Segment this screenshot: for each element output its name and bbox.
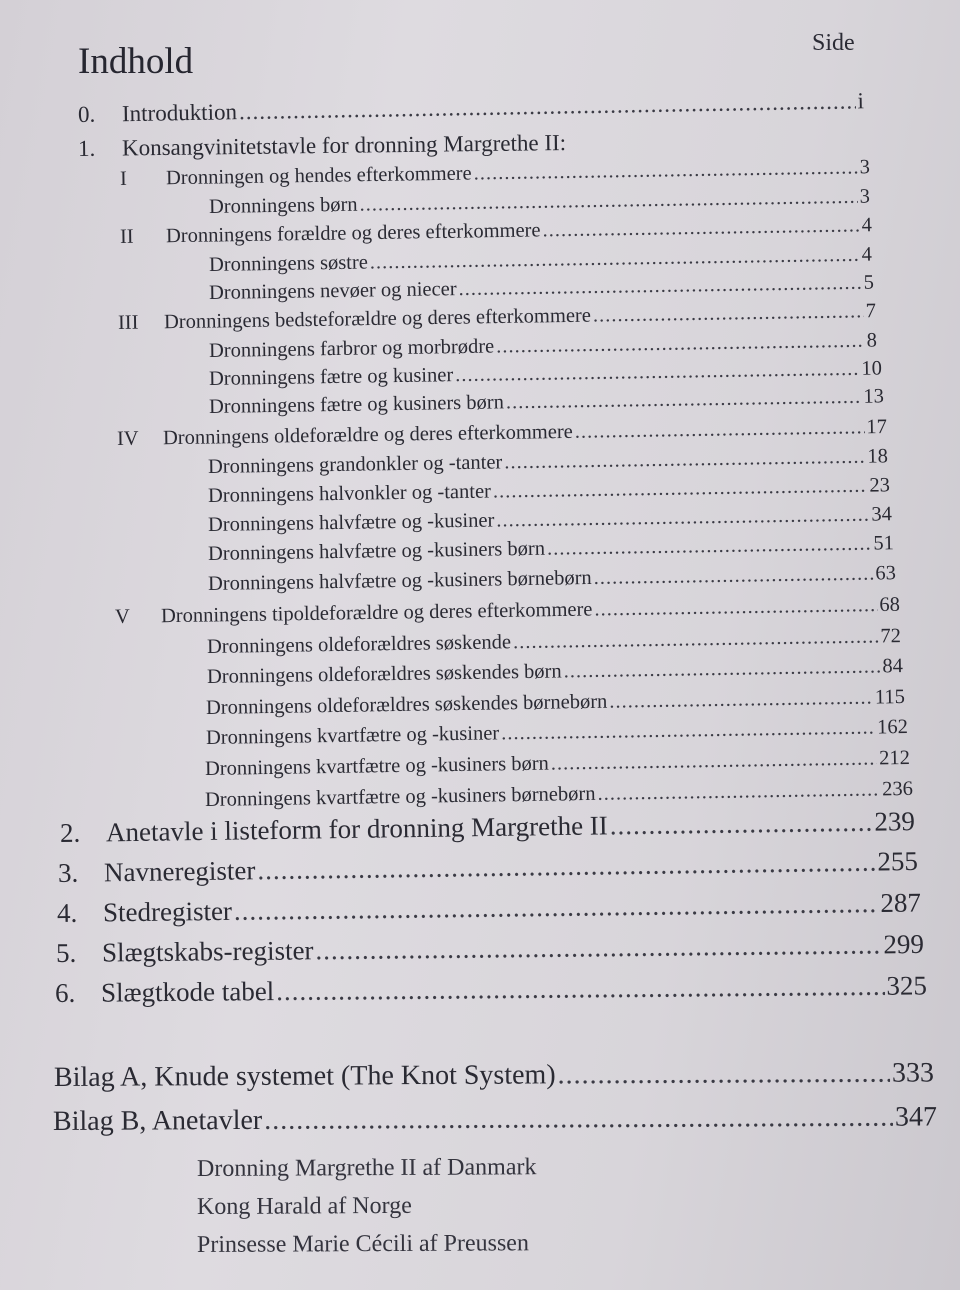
toc-page: 287 [880, 887, 922, 918]
toc-entry [118, 300, 876, 335]
leader-dots [542, 214, 859, 242]
toc-entry [208, 474, 890, 508]
toc-number: II [119, 225, 134, 248]
toc-title: Dronningens oldeforældre og deres efterkommere [162, 420, 573, 450]
leader-dots [264, 1102, 893, 1137]
toc-page: 13 [863, 385, 885, 408]
toc-page: 162 [876, 715, 909, 739]
toc-number: 6. [54, 977, 76, 1008]
toc-title: Dronningens kvartfætre og -kusiners børn [204, 752, 550, 780]
toc-title: Stedregister [102, 895, 233, 928]
leader-dots [239, 88, 856, 125]
toc-entry [120, 156, 870, 191]
toc-title: Slægtskabs-register [101, 935, 314, 968]
toc-title: Dronningens farbror og morbrødre [208, 335, 495, 362]
toc-title: Dronningens oldeforældres søskende [206, 631, 512, 658]
toc-title: Dronningens fætre og kusiners børn [208, 391, 505, 418]
appendix-entry [53, 1101, 937, 1138]
appendix-entry [54, 1057, 934, 1094]
toc-number: V [114, 605, 130, 628]
toc-page: 4 [861, 243, 873, 266]
toc-page: 255 [877, 845, 919, 877]
appendix-page: 347 [894, 1101, 938, 1133]
toc-entry [57, 887, 921, 929]
toc-entry [60, 806, 915, 849]
leader-dots [473, 156, 857, 185]
toc-title: Dronningens børn [208, 193, 358, 218]
toc-title: Dronningens halvonkler og -tanter [207, 480, 492, 507]
toc-page: 5 [863, 271, 875, 294]
toc-entry [115, 594, 900, 629]
leader-dots [370, 244, 860, 275]
toc-number: 5. [55, 937, 77, 968]
leader-dots [563, 655, 880, 683]
toc-entry [207, 625, 901, 659]
toc-title: Introduktion [121, 99, 238, 127]
leader-dots [547, 533, 872, 561]
toc-page: 8 [866, 329, 878, 352]
toc-title: Dronningens grandonkler og -tanter [207, 451, 503, 478]
toc-page: 72 [880, 625, 902, 648]
toc-entry [207, 655, 903, 689]
toc-entry [206, 716, 908, 750]
toc-page: 3 [859, 156, 871, 179]
pedigree-name: Kong Harald af Norge [196, 1192, 412, 1220]
toc-entry [209, 330, 877, 363]
toc-page: 23 [869, 474, 891, 497]
toc-entry [209, 186, 870, 219]
toc-page: 7 [865, 300, 877, 323]
leader-dots [594, 594, 877, 621]
leader-dots [504, 446, 865, 475]
toc-title: Dronningens søstre [208, 251, 369, 276]
appendix-page: 333 [891, 1057, 935, 1089]
toc-page: 51 [873, 532, 895, 555]
leader-dots [496, 330, 865, 359]
toc-title: Slægtkode tabel [100, 976, 275, 1008]
toc-title: Dronningens halvfætre og -kusiners børnebørn [207, 566, 592, 595]
page-column-label: Side [812, 30, 855, 56]
pedigree-name-list [197, 1150, 536, 1264]
toc-page: 299 [883, 928, 925, 960]
toc-entry [205, 747, 910, 781]
toc-number: 2. [59, 817, 81, 848]
toc-number: I [119, 167, 127, 190]
toc-number: 3. [57, 857, 79, 888]
toc-entry [208, 532, 894, 566]
toc-number: 4. [56, 897, 78, 928]
toc-title: Dronningens oldeforældres søskendes børn [206, 660, 562, 688]
toc-entry [78, 127, 778, 162]
leader-dots [234, 888, 879, 927]
toc-title: Dronningens forældre og deres efterkommere [165, 219, 541, 248]
leader-dots [458, 272, 861, 301]
leader-dots [315, 929, 881, 966]
toc-page: 17 [866, 415, 888, 439]
toc-entry [208, 562, 896, 596]
toc-page: 3 [859, 185, 871, 208]
page-heading: Indhold [78, 41, 194, 82]
leader-dots [575, 416, 865, 444]
appendix-title: Bilag A, Knude systemet (The Knot System) [53, 1059, 556, 1093]
toc-title: Dronningens kvartfætre og -kusiner [205, 722, 500, 749]
toc-number: IV [116, 427, 139, 450]
leader-dots [493, 475, 868, 504]
toc-entry [209, 272, 874, 305]
toc-page: 212 [878, 746, 911, 770]
toc-page: 34 [871, 503, 893, 526]
pedigree-name: Prinsesse Marie Cécili af Preussen [196, 1230, 529, 1258]
toc-title: Dronningens oldeforældres søskendes børnebørn [205, 690, 608, 719]
leader-dots [597, 778, 880, 805]
leader-dots [610, 807, 873, 842]
leader-dots [593, 300, 864, 327]
toc-page: 236 [881, 777, 914, 801]
toc-title: Dronningens fætre og kusiner [208, 364, 454, 390]
leader-dots [513, 625, 879, 654]
toc-page: 63 [875, 562, 897, 585]
toc-title: Dronningens nevøer og niecer [208, 278, 457, 304]
pedigree-name: Dronning Margrethe II af Danmark [196, 1154, 537, 1182]
toc-number: III [117, 311, 139, 334]
leader-dots [359, 186, 857, 217]
toc-entry [120, 214, 872, 249]
toc-title: Anetavle i listeform for dronning Margrethe II [105, 810, 609, 848]
toc-entry [78, 88, 864, 128]
toc-entry [209, 385, 884, 419]
toc-number: 1. [77, 135, 96, 161]
toc-title: Navneregister [103, 855, 256, 888]
toc-entry [208, 445, 888, 479]
toc-entry [206, 686, 905, 720]
toc-number: 0. [77, 101, 96, 127]
toc-entry [117, 416, 887, 451]
toc-page: 68 [879, 593, 901, 616]
toc-page: 84 [882, 655, 904, 678]
toc-title: Dronningens halvfætre og -kusiner [207, 509, 495, 536]
toc-entry [56, 929, 924, 969]
appendix-title: Bilag B, Anetavler [52, 1104, 263, 1137]
toc-title: Dronningens kvartfætre og -kusiners børnebørn [204, 782, 596, 811]
leader-dots [455, 358, 860, 387]
toc-title: Dronningen og hendes efterkommere [165, 162, 472, 190]
leader-dots [506, 386, 862, 415]
toc-page: 325 [886, 970, 928, 1001]
toc-title: Konsangvinitetstavle for dronning Margrethe II: [121, 130, 567, 161]
leader-dots [276, 971, 885, 1007]
toc-page: i [857, 88, 865, 114]
toc-entry [58, 846, 918, 889]
toc-entry [209, 357, 882, 391]
leader-dots [257, 847, 875, 887]
leader-dots [609, 687, 873, 714]
toc-page: 4 [861, 214, 873, 237]
toc-page: 10 [861, 357, 883, 380]
toc-entry [208, 503, 892, 537]
leader-dots [594, 563, 874, 590]
toc-page: 115 [874, 686, 906, 709]
toc-page: 239 [874, 806, 916, 837]
leader-dots [496, 504, 869, 533]
toc-entry [55, 970, 927, 1009]
toc-entry [209, 244, 872, 277]
leader-dots [551, 747, 878, 775]
leader-dots [501, 716, 875, 745]
toc-title: Dronningens tipoldeforældre og deres efterkommere [160, 598, 593, 628]
toc-page: 18 [867, 445, 889, 468]
leader-dots [558, 1058, 891, 1092]
toc-title: Dronningens bedsteforældre og deres efterkommere [163, 304, 592, 334]
toc-title: Dronningens halvfætre og -kusiners børn [207, 537, 546, 565]
